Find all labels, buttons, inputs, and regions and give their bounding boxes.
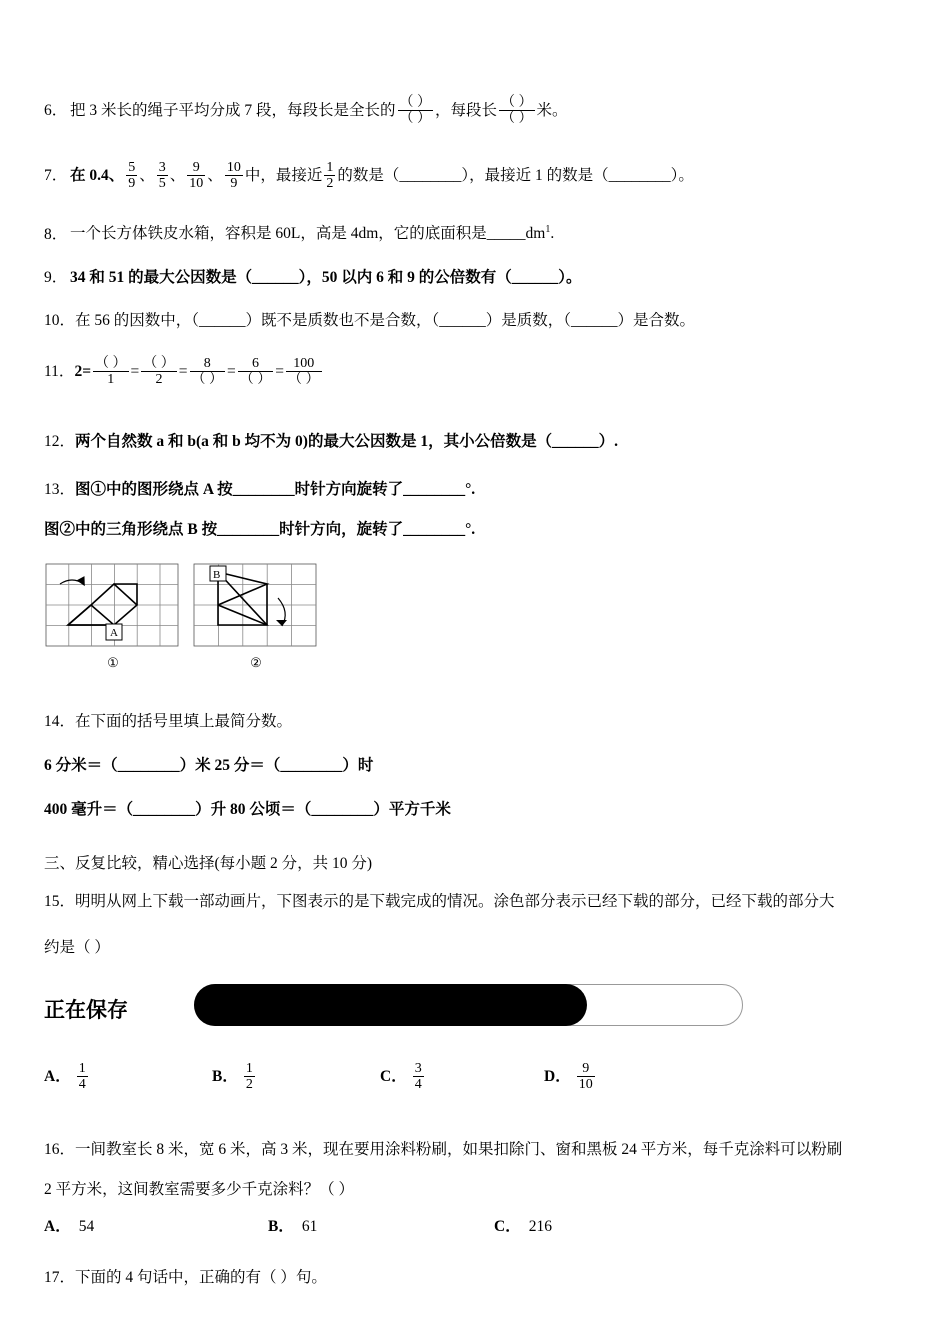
question-14-line-2-text: 400 毫升＝（________）升 80 公顷＝（________）平方千米 (44, 800, 451, 818)
option-a-label: A． (44, 1068, 71, 1086)
question-15-line-2 (44, 936, 906, 960)
question-14-line-1 (44, 754, 906, 778)
figure-group (44, 562, 906, 670)
question-16-number: 16． (44, 1141, 76, 1158)
option-16-c-label: C． (494, 1218, 521, 1236)
question-10-text: 在 56 的因数中，（______）既不是质数也不是合数，（______）是质数，（______）是合数。 (75, 311, 696, 329)
section-3-title (44, 852, 906, 876)
figure-1-graphic (44, 562, 182, 648)
question-7-fraction-1: $\frac{5}{9}$ (128, 160, 136, 192)
option-b-fraction: $\frac{1}{2}$ (245, 1061, 253, 1093)
question-7 (44, 161, 906, 192)
option-c[interactable] (380, 1062, 426, 1093)
option-16-b-value: 61 (301, 1218, 318, 1236)
question-16-line-1: 一间教室长 8 米，宽 6 米，高 3 米，现在要用涂料粉刷，如果扣除门、窗和黑板 24 平方米，每千克涂料可以粉刷 (75, 1141, 843, 1158)
equals-3: = (227, 362, 236, 380)
question-15-options (44, 1056, 906, 1104)
section-3-title-text: 三、反复比较，精心选择(每小题 2 分，共 10 分) (44, 854, 373, 872)
question-17 (44, 1266, 906, 1290)
figure-1 (44, 562, 182, 671)
option-16-b-label: B． (268, 1218, 294, 1236)
question-6-text-b: ，每段长 (435, 102, 498, 120)
question-10-number: 10． (44, 311, 76, 329)
question-11-fraction-4: $\frac{6}{( )}$ (239, 355, 272, 387)
option-d-fraction: $\frac{9}{10}$ (578, 1061, 593, 1093)
option-16-b[interactable] (268, 1214, 317, 1236)
option-16-c[interactable] (494, 1214, 552, 1236)
equals-1: = (130, 362, 140, 380)
figure-2-graphic (192, 562, 320, 648)
question-12 (44, 430, 906, 454)
question-11-number: 11． (44, 362, 75, 380)
question-11 (44, 357, 906, 388)
question-14-line-2 (44, 798, 906, 822)
equals-2: = (178, 362, 188, 380)
question-6-number: 6． (44, 102, 68, 120)
question-16-options (44, 1214, 906, 1238)
option-b[interactable] (212, 1062, 257, 1093)
option-d[interactable] (544, 1062, 597, 1093)
question-12-number: 12． (44, 432, 76, 450)
option-16-c-value: 216 (528, 1218, 552, 1236)
option-16-a[interactable] (44, 1214, 94, 1236)
question-9-number: 9． (44, 268, 68, 286)
figure-2-point-label: B (213, 568, 221, 581)
question-13 (44, 478, 906, 502)
option-16-a-label: A． (44, 1218, 71, 1236)
question-14-number: 14． (44, 712, 76, 730)
question-14-line-1-text: 6 分米＝（________）米 25 分＝（________）时 (44, 756, 374, 774)
question-7-text-b: 中，最接近 (244, 167, 323, 185)
figure-1-caption: ① (107, 654, 119, 670)
sep-1: 、 (139, 167, 155, 185)
question-16-line-2-text: 2 平方米，这间教室需要多少千克涂料？（ ） (44, 1181, 355, 1199)
figure-1-point-label: A (110, 626, 118, 639)
question-17-number: 17． (44, 1269, 76, 1287)
question-11-fraction-1: $\frac{( )}{1}$ (95, 355, 127, 387)
question-8-number: 8． (44, 225, 68, 243)
question-15-number: 15． (44, 892, 76, 910)
question-8-text: 一个长方体铁皮水箱，容积是 60L，高是 4dm，它的底面积是_____dm (70, 225, 546, 243)
question-14-text: 在下面的括号里填上最简分数。 (75, 712, 293, 730)
question-15-line-2-text: 约是（ ） (44, 938, 110, 956)
download-progress-widget (44, 982, 906, 1030)
question-17-text: 下面的 4 句话中，正确的有（ ）句。 (75, 1269, 327, 1287)
option-16-a-value: 54 (78, 1218, 95, 1236)
saving-label: 正在保存 (44, 999, 128, 1022)
question-11-fraction-2: $\frac{( )}{2}$ (143, 355, 175, 387)
question-13-line-2: 图②中的三角形绕点 B 按________时针方向，旋转了________°. (44, 520, 476, 538)
option-d-label: D． (544, 1068, 571, 1086)
question-8-superscript: 1 (545, 224, 551, 236)
sep-3: 、 (207, 167, 223, 185)
question-7-fraction-2: $\frac{3}{5}$ (158, 160, 166, 192)
equals-4: = (275, 362, 285, 380)
question-8 (44, 222, 906, 246)
sep-2: 、 (169, 167, 186, 185)
option-a-fraction: $\frac{1}{4}$ (78, 1061, 86, 1093)
figure-2 (192, 562, 320, 671)
question-7-fraction-4: $\frac{10}{9}$ (226, 160, 241, 192)
question-7-number: 7． (44, 167, 68, 185)
question-9 (44, 266, 906, 290)
page-content (44, 0, 906, 1290)
question-6-fraction-2: $\frac{( )}{( )}$ (501, 95, 533, 127)
question-7-fraction-3: $\frac{9}{10}$ (189, 160, 204, 192)
question-15 (44, 890, 906, 914)
question-13-second-line (44, 518, 906, 542)
question-11-lead: 2= (74, 362, 92, 380)
question-16-line-2 (44, 1178, 906, 1202)
question-7-text-a: 在 0.4、 (70, 167, 125, 185)
progress-bar-track (194, 984, 743, 1026)
question-8-tail: . (550, 225, 555, 243)
question-6 (44, 96, 906, 127)
question-14 (44, 710, 906, 734)
figure-2-caption: ② (250, 654, 262, 670)
option-c-fraction: $\frac{3}{4}$ (414, 1061, 422, 1093)
question-11-fraction-3: $\frac{8}{( )}$ (191, 355, 224, 387)
question-16 (44, 1138, 906, 1162)
question-11-fraction-5: $\frac{100}{( )}$ (288, 355, 320, 387)
question-12-text: 两个自然数 a 和 b(a 和 b 均不为 0)的最大公因数是 1，其小公倍数是（______）. (75, 432, 618, 450)
progress-bar-fill (194, 984, 587, 1026)
question-15-line-1: 明明从网上下载一部动画片，下图表示的是下载完成的情况。涂色部分表示已经下载的部分，已经下载的部分大 (75, 892, 835, 910)
option-a[interactable] (44, 1062, 90, 1093)
question-6-fraction-1: $\frac{( )}{( )}$ (399, 95, 432, 127)
option-b-label: B． (212, 1068, 238, 1086)
question-6-text-c: 米。 (536, 102, 568, 120)
question-13-number: 13． (44, 480, 76, 498)
question-9-text: 34 和 51 的最大公因数是（______），50 以内 6 和 9 的公倍数有（______）。 (70, 268, 582, 286)
question-6-text-a: 把 3 米长的绳子平均分成 7 段，每段长是全长的 (70, 102, 396, 120)
option-c-label: C． (380, 1068, 407, 1086)
question-13-line-1: 图①中的图形绕点 A 按________时针方向旋转了________°. (75, 480, 476, 498)
question-7-text-c: 的数是（________），最接近 1 的数是（________）。 (337, 167, 694, 185)
question-10 (44, 309, 906, 333)
question-7-fraction-5: $\frac{1}{2}$ (326, 160, 334, 192)
